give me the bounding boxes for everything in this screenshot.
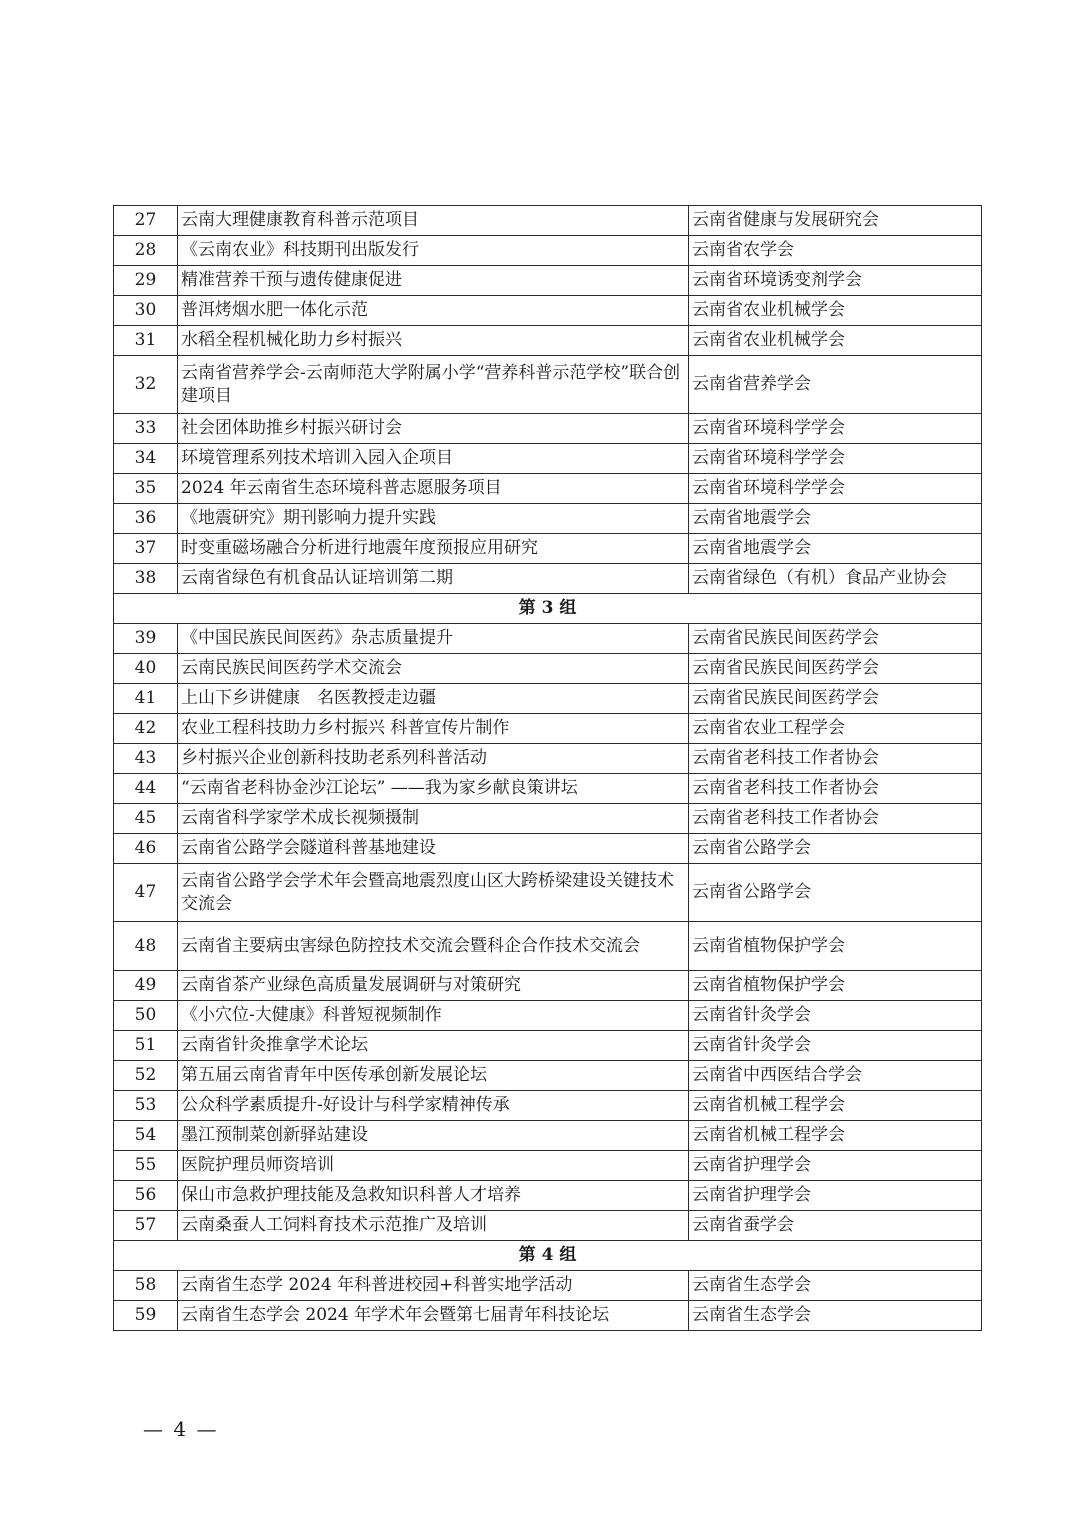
organization-name: 云南省农业机械学会 bbox=[689, 296, 982, 326]
table-row bbox=[114, 744, 982, 774]
table-row bbox=[114, 266, 982, 296]
organization-name: 云南省针灸学会 bbox=[689, 1031, 982, 1061]
project-name: 《小穴位-大健康》科普短视频制作 bbox=[178, 1001, 689, 1031]
table-row bbox=[114, 804, 982, 834]
organization-name: 云南省地震学会 bbox=[689, 504, 982, 534]
table-row bbox=[114, 864, 982, 922]
organization-name: 云南省植物保护学会 bbox=[689, 971, 982, 1001]
project-name: 墨江预制菜创新驿站建设 bbox=[178, 1121, 689, 1151]
organization-name: 云南省生态学会 bbox=[689, 1301, 982, 1331]
project-name: 2024 年云南省生态环境科普志愿服务项目 bbox=[178, 474, 689, 504]
row-number: 51 bbox=[114, 1031, 178, 1061]
row-number: 56 bbox=[114, 1181, 178, 1211]
row-number: 42 bbox=[114, 714, 178, 744]
organization-name: 云南省农业工程学会 bbox=[689, 714, 982, 744]
organization-name: 云南省环境诱变剂学会 bbox=[689, 266, 982, 296]
table-row bbox=[114, 971, 982, 1001]
table-row bbox=[114, 1211, 982, 1241]
organization-name: 云南省公路学会 bbox=[689, 864, 982, 922]
row-number: 54 bbox=[114, 1121, 178, 1151]
row-number: 38 bbox=[114, 564, 178, 594]
project-name: 医院护理员师资培训 bbox=[178, 1151, 689, 1181]
table-row bbox=[114, 654, 982, 684]
organization-name: 云南省健康与发展研究会 bbox=[689, 206, 982, 236]
table-row bbox=[114, 1301, 982, 1331]
organization-name: 云南省中西医结合学会 bbox=[689, 1061, 982, 1091]
row-number: 47 bbox=[114, 864, 178, 922]
table-row bbox=[114, 1151, 982, 1181]
group-label: 第 4 组 bbox=[114, 1241, 982, 1271]
table-row bbox=[114, 1271, 982, 1301]
organization-name: 云南省民族民间医药学会 bbox=[689, 624, 982, 654]
organization-name: 云南省地震学会 bbox=[689, 534, 982, 564]
organization-name: 云南省公路学会 bbox=[689, 834, 982, 864]
row-number: 36 bbox=[114, 504, 178, 534]
project-name: 环境管理系列技术培训入园入企项目 bbox=[178, 444, 689, 474]
project-name: 云南省科学家学术成长视频摄制 bbox=[178, 804, 689, 834]
organization-name: 云南省老科技工作者协会 bbox=[689, 744, 982, 774]
table-row bbox=[114, 684, 982, 714]
row-number: 57 bbox=[114, 1211, 178, 1241]
organization-name: 云南省机械工程学会 bbox=[689, 1091, 982, 1121]
project-name: 云南省茶产业绿色高质量发展调研与对策研究 bbox=[178, 971, 689, 1001]
table-row bbox=[114, 1001, 982, 1031]
table-row bbox=[114, 564, 982, 594]
organization-name: 云南省营养学会 bbox=[689, 356, 982, 414]
project-name: 上山下乡讲健康 名医教授走边疆 bbox=[178, 684, 689, 714]
project-name: 《中国民族民间医药》杂志质量提升 bbox=[178, 624, 689, 654]
row-number: 34 bbox=[114, 444, 178, 474]
project-name: 《云南农业》科技期刊出版发行 bbox=[178, 236, 689, 266]
project-name: 云南省生态学会 2024 年学术年会暨第七届青年科技论坛 bbox=[178, 1301, 689, 1331]
organization-name: 云南省机械工程学会 bbox=[689, 1121, 982, 1151]
table-row bbox=[114, 834, 982, 864]
row-number: 27 bbox=[114, 206, 178, 236]
organization-name: 云南省绿色（有机）食品产业协会 bbox=[689, 564, 982, 594]
row-number: 40 bbox=[114, 654, 178, 684]
row-number: 32 bbox=[114, 356, 178, 414]
row-number: 30 bbox=[114, 296, 178, 326]
row-number: 44 bbox=[114, 774, 178, 804]
project-name: 《地震研究》期刊影响力提升实践 bbox=[178, 504, 689, 534]
project-name: 云南大理健康教育科普示范项目 bbox=[178, 206, 689, 236]
organization-name: 云南省农学会 bbox=[689, 236, 982, 266]
row-number: 41 bbox=[114, 684, 178, 714]
project-name: 时变重磁场融合分析进行地震年度预报应用研究 bbox=[178, 534, 689, 564]
table-body bbox=[114, 206, 982, 1331]
table-row bbox=[114, 474, 982, 504]
table-row bbox=[114, 1031, 982, 1061]
project-name: 乡村振兴企业创新科技助老系列科普活动 bbox=[178, 744, 689, 774]
row-number: 45 bbox=[114, 804, 178, 834]
project-name: 保山市急救护理技能及急救知识科普人才培养 bbox=[178, 1181, 689, 1211]
table-row bbox=[114, 534, 982, 564]
project-name: 精准营养干预与遗传健康促进 bbox=[178, 266, 689, 296]
table-row bbox=[114, 1061, 982, 1091]
project-name: 公众科学素质提升-好设计与科学家精神传承 bbox=[178, 1091, 689, 1121]
row-number: 59 bbox=[114, 1301, 178, 1331]
row-number: 33 bbox=[114, 414, 178, 444]
project-name: 云南桑蚕人工饲料育技术示范推广及培训 bbox=[178, 1211, 689, 1241]
project-name: 云南省公路学会隧道科普基地建设 bbox=[178, 834, 689, 864]
project-name: “云南省老科协金沙江论坛” ——我为家乡献良策讲坛 bbox=[178, 774, 689, 804]
project-name: 云南省绿色有机食品认证培训第二期 bbox=[178, 564, 689, 594]
table-row bbox=[114, 624, 982, 654]
table-row bbox=[114, 1121, 982, 1151]
project-name: 云南省营养学会-云南师范大学附属小学“营养科普示范学校”联合创建项目 bbox=[178, 356, 689, 414]
table-row bbox=[114, 206, 982, 236]
row-number: 50 bbox=[114, 1001, 178, 1031]
organization-name: 云南省护理学会 bbox=[689, 1181, 982, 1211]
organization-name: 云南省环境科学学会 bbox=[689, 474, 982, 504]
row-number: 31 bbox=[114, 326, 178, 356]
row-number: 58 bbox=[114, 1271, 178, 1301]
organization-name: 云南省环境科学学会 bbox=[689, 444, 982, 474]
table-row bbox=[114, 236, 982, 266]
organization-name: 云南省针灸学会 bbox=[689, 1001, 982, 1031]
organization-name: 云南省生态学会 bbox=[689, 1271, 982, 1301]
table-row bbox=[114, 356, 982, 414]
organization-name: 云南省民族民间医药学会 bbox=[689, 684, 982, 714]
table-row bbox=[114, 296, 982, 326]
organization-name: 云南省老科技工作者协会 bbox=[689, 804, 982, 834]
organization-name: 云南省老科技工作者协会 bbox=[689, 774, 982, 804]
table-row bbox=[114, 444, 982, 474]
project-name: 云南省针灸推拿学术论坛 bbox=[178, 1031, 689, 1061]
organization-name: 云南省蚕学会 bbox=[689, 1211, 982, 1241]
row-number: 29 bbox=[114, 266, 178, 296]
row-number: 53 bbox=[114, 1091, 178, 1121]
group-header-row bbox=[114, 1241, 982, 1271]
row-number: 28 bbox=[114, 236, 178, 266]
project-name: 社会团体助推乡村振兴研讨会 bbox=[178, 414, 689, 444]
row-number: 46 bbox=[114, 834, 178, 864]
row-number: 48 bbox=[114, 922, 178, 971]
project-name: 云南省主要病虫害绿色防控技术交流会暨科企合作技术交流会 bbox=[178, 922, 689, 971]
table-row bbox=[114, 326, 982, 356]
row-number: 52 bbox=[114, 1061, 178, 1091]
row-number: 37 bbox=[114, 534, 178, 564]
project-name: 云南民族民间医药学术交流会 bbox=[178, 654, 689, 684]
project-name: 云南省生态学 2024 年科普进校园+科普实地学活动 bbox=[178, 1271, 689, 1301]
table-row bbox=[114, 1181, 982, 1211]
project-name: 普洱烤烟水肥一体化示范 bbox=[178, 296, 689, 326]
table-row bbox=[114, 714, 982, 744]
row-number: 49 bbox=[114, 971, 178, 1001]
project-name: 农业工程科技助力乡村振兴 科普宣传片制作 bbox=[178, 714, 689, 744]
table-row bbox=[114, 414, 982, 444]
organization-name: 云南省植物保护学会 bbox=[689, 922, 982, 971]
table-row bbox=[114, 774, 982, 804]
organization-name: 云南省环境科学学会 bbox=[689, 414, 982, 444]
project-name: 第五届云南省青年中医传承创新发展论坛 bbox=[178, 1061, 689, 1091]
page-number: — 4 — bbox=[143, 1417, 219, 1441]
organization-name: 云南省农业机械学会 bbox=[689, 326, 982, 356]
row-number: 39 bbox=[114, 624, 178, 654]
row-number: 35 bbox=[114, 474, 178, 504]
row-number: 43 bbox=[114, 744, 178, 774]
table-row bbox=[114, 504, 982, 534]
project-name: 水稻全程机械化助力乡村振兴 bbox=[178, 326, 689, 356]
table-row bbox=[114, 1091, 982, 1121]
table-row bbox=[114, 922, 982, 971]
organization-name: 云南省护理学会 bbox=[689, 1151, 982, 1181]
project-name: 云南省公路学会学术年会暨高地震烈度山区大跨桥梁建设关键技术交流会 bbox=[178, 864, 689, 922]
group-label: 第 3 组 bbox=[114, 594, 982, 624]
row-number: 55 bbox=[114, 1151, 178, 1181]
project-table bbox=[113, 205, 982, 1331]
group-header-row bbox=[114, 594, 982, 624]
organization-name: 云南省民族民间医药学会 bbox=[689, 654, 982, 684]
